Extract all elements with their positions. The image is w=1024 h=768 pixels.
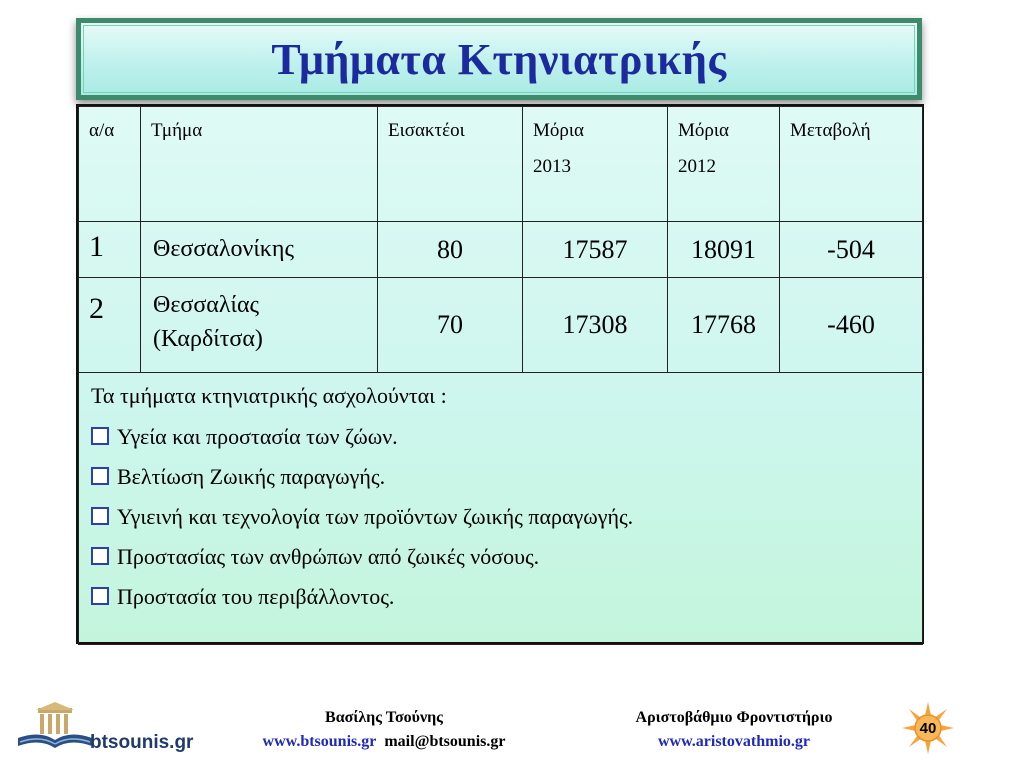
page-number-badge bbox=[900, 700, 956, 756]
list-item-text: Βελτίωση Ζωικής παραγωγής. bbox=[117, 464, 386, 489]
slide-title: Τμήματα Κτηνιατρικής bbox=[271, 34, 727, 84]
page-number: 40 bbox=[919, 719, 937, 737]
header-points-2013-line2: 2013 bbox=[533, 156, 571, 177]
notes-row bbox=[79, 373, 923, 645]
notes-intro: Τα τμήματα κτηνιατρικής ασχολούνται : bbox=[91, 383, 447, 408]
checkbox-bullet-icon bbox=[91, 547, 109, 565]
author-site-link[interactable]: www.btsounis.gr bbox=[262, 733, 377, 750]
list-item-text: Υγιεινή και τεχνολογία των προϊόντων ζωικής παραγωγής. bbox=[117, 504, 634, 529]
row-points-2012: 18091 bbox=[668, 222, 780, 278]
checkbox-bullet-icon bbox=[91, 587, 109, 605]
list-item bbox=[91, 417, 910, 457]
header-dept: Τμήμα bbox=[141, 107, 378, 222]
logo-text: btsounis.gr bbox=[90, 732, 194, 753]
table-row bbox=[79, 222, 923, 278]
footer-author bbox=[228, 706, 540, 754]
checkbox-bullet-icon bbox=[91, 507, 109, 525]
row-dept-line1: Θεσσαλίας bbox=[153, 292, 260, 318]
checkbox-bullet-icon bbox=[91, 427, 109, 445]
school-name: Αριστοβάθμιο Φροντιστήριο bbox=[635, 709, 833, 726]
header-points-2013 bbox=[523, 107, 668, 222]
author-contact bbox=[228, 730, 540, 754]
row-admitted: 70 bbox=[378, 278, 523, 373]
row-aa: 1 bbox=[79, 222, 141, 278]
footer-school bbox=[604, 706, 864, 754]
row-admitted: 80 bbox=[378, 222, 523, 278]
table-header-row bbox=[79, 107, 923, 222]
row-dept: Θεσσαλονίκης bbox=[141, 222, 378, 278]
row-change: -460 bbox=[780, 278, 923, 373]
list-item-text: Υγεία και προστασία των ζώων. bbox=[117, 424, 398, 449]
list-item bbox=[91, 497, 910, 537]
list-item-text: Προστασία του περιβάλλοντος. bbox=[117, 584, 395, 609]
author-name: Βασίλης Τσούνης bbox=[325, 709, 443, 726]
list-item bbox=[91, 577, 910, 617]
row-points-2012: 17768 bbox=[668, 278, 780, 373]
list-item bbox=[91, 537, 910, 577]
header-change: Μεταβολή bbox=[780, 107, 923, 222]
btsounis-logo bbox=[10, 702, 210, 758]
header-points-2012-line2: 2012 bbox=[678, 156, 716, 177]
row-points-2013: 17587 bbox=[523, 222, 668, 278]
header-admitted: Εισακτέοι bbox=[378, 107, 523, 222]
row-dept bbox=[141, 278, 378, 373]
list-item bbox=[91, 457, 910, 497]
checkbox-bullet-icon bbox=[91, 467, 109, 485]
header-points-2013-line1: Μόρια bbox=[533, 120, 584, 141]
row-change: -504 bbox=[780, 222, 923, 278]
slide-title-box bbox=[76, 18, 922, 100]
row-aa: 2 bbox=[79, 278, 141, 373]
table-row bbox=[79, 278, 923, 373]
row-points-2013: 17308 bbox=[523, 278, 668, 373]
author-mail[interactable]: mail@btsounis.gr bbox=[384, 733, 506, 750]
departments-table bbox=[78, 106, 923, 645]
school-site-link[interactable]: www.aristovathmio.gr bbox=[658, 733, 810, 750]
notes-cell bbox=[79, 373, 923, 645]
departments-table-wrap bbox=[76, 104, 924, 644]
row-dept-line2: (Καρδίτσα) bbox=[153, 326, 263, 352]
header-aa: α/α bbox=[79, 107, 141, 222]
header-points-2012-line1: Μόρια bbox=[678, 120, 729, 141]
list-item-text: Προστασίας των ανθρώπων από ζωικές νόσους. bbox=[117, 544, 540, 569]
header-points-2012 bbox=[668, 107, 780, 222]
